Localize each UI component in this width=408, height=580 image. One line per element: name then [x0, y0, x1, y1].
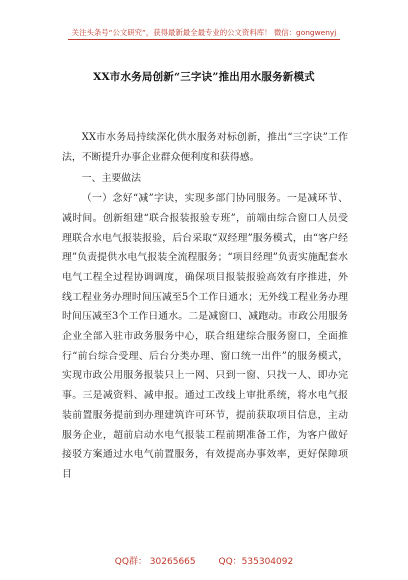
- document-body: [62, 128, 348, 485]
- document-title: XX市水务局创新“三字诀”推出用水服务新模式: [93, 71, 315, 83]
- section-heading: 一、主要做法: [81, 173, 142, 185]
- intro-paragraph: XX市水务局持续深化供水服务对标创新，推出“三字诀”工作法，不断提升办事企业群众便利度和获得感。: [62, 132, 348, 163]
- body-paragraph: （一）念好“减”字诀，实现多部门协同服务。一是减环节、减时间。创新组建“联合报装报验专班”，前端由综合窗口人员受理联合水电气报装报验，后台采取“双经理”服务模式，由“客户经理”负责提供水电气报装全流程服务；“项目经理”负责实施配套水电气工程全过程协调调度，确保项目报装报验高效有序推进，外线工程业务办理时间压减至5个工作日通水；无外线工程业务办理时间压减至3个工作日通水。二是减窗口、减跑动。市政公用服务企业全部入驻市政务服务中心，联合组建综合服务窗口，全面推行“前台综合受理、后台分类办理、窗口统一出件”的服务模式，实现市政公用服务报装只上一网、只到一窗、只找一人、即办完事。三是减资料、减申报。通过工改线上审批系统，将水电气报装前置服务提前到办理建筑许可环节，提前获取项目信息，主动服务企业，超前启动水电气报装工程前期准备工作，为客户做好接驳方案通过水电气前置服务，有效提高办事效率，更好保障项目: [62, 193, 348, 480]
- footer-qq-group: QQ群： 30265665: [114, 557, 196, 567]
- header-rule: [68, 39, 340, 40]
- footer-qq-number: QQ：535304092: [218, 557, 294, 567]
- footer: [0, 554, 408, 567]
- header-banner: 关注头条号“公文研究”，获得最新最全最专业的公文资料库！ 微信：gongwenyj: [71, 28, 337, 37]
